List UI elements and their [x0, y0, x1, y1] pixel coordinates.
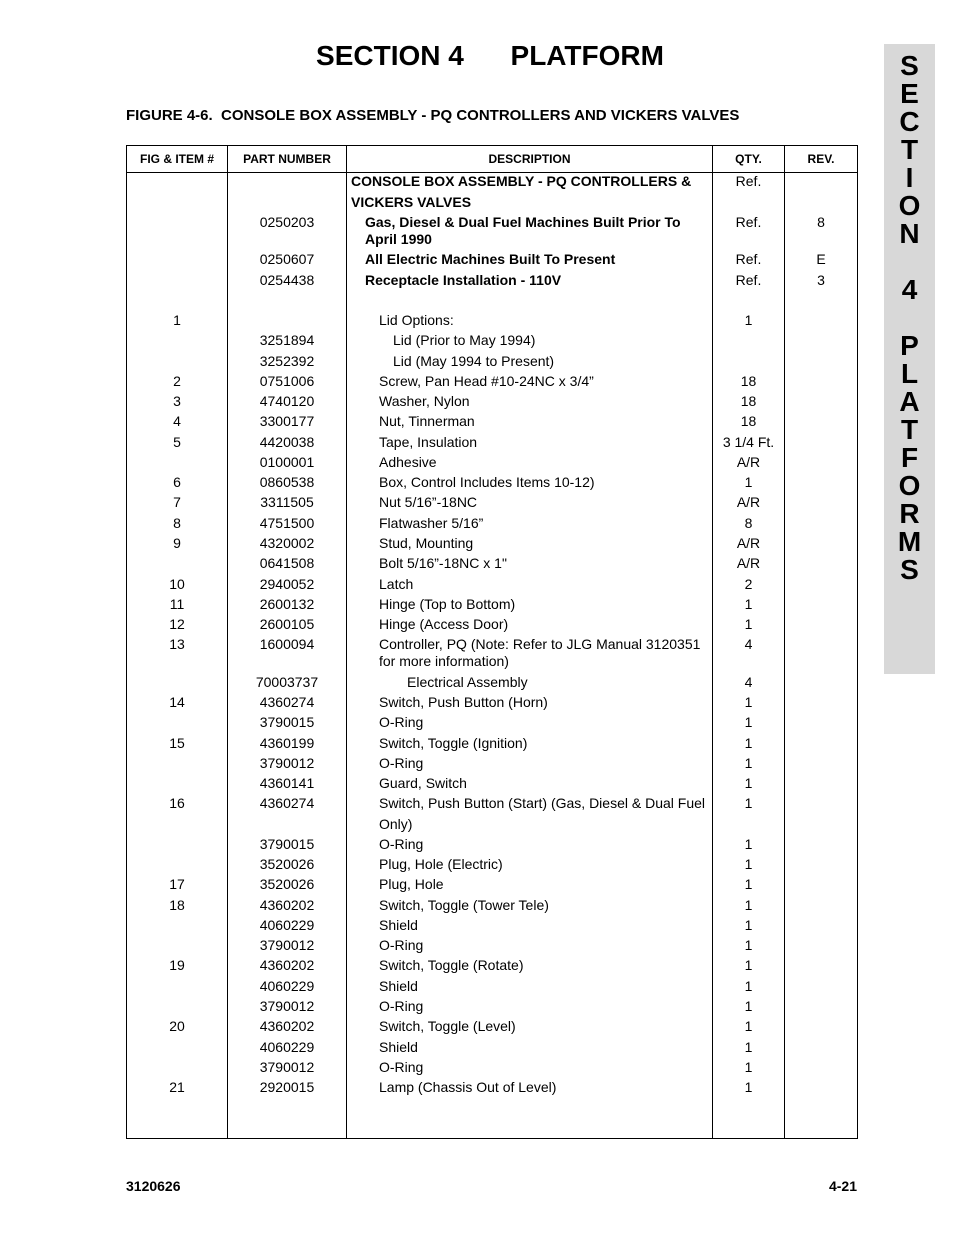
qty-cell: 1	[744, 897, 753, 913]
part-number-cell: 3790012	[259, 998, 315, 1014]
fig-item-cell: 10	[169, 576, 185, 592]
part-number-cell: 0860538	[259, 474, 315, 490]
part-number-cell: 3300177	[259, 413, 315, 429]
description-cell: All Electric Machines Built To Present	[365, 251, 616, 267]
qty-cell: 1	[744, 1039, 753, 1055]
side-tab-letter: 4	[901, 274, 918, 305]
fig-item-cell: 7	[173, 494, 181, 510]
part-number-cell: 4360202	[259, 1018, 315, 1034]
description-cell: for more information)	[379, 653, 509, 669]
qty-cell: 1	[744, 735, 753, 751]
description-cell: Tape, Insulation	[379, 434, 478, 450]
side-tab-letter: F	[900, 442, 919, 473]
fig-item-cell: 1	[173, 312, 181, 328]
side-tab-letter: T	[900, 414, 919, 445]
description-cell: Lid (Prior to May 1994)	[393, 332, 536, 348]
qty-cell: 1	[744, 836, 753, 852]
qty-cell: 1	[744, 1079, 753, 1095]
qty-cell: Ref.	[735, 214, 762, 230]
qty-cell: 18	[740, 393, 757, 409]
rev-cell: E	[816, 251, 826, 267]
fig-item-cell: 20	[169, 1018, 185, 1034]
parts-table	[126, 145, 858, 1139]
side-tab-letter: O	[898, 470, 921, 501]
fig-item-cell: 3	[173, 393, 181, 409]
part-number-cell: 0250203	[259, 214, 315, 230]
column-divider	[784, 146, 785, 1138]
qty-cell: 1	[744, 795, 753, 811]
qty-cell: A/R	[736, 454, 761, 470]
part-number-cell: 3252392	[259, 353, 315, 369]
qty-cell: 1	[744, 596, 753, 612]
page-title: SECTION 4 PLATFORM	[316, 40, 664, 71]
part-number-cell: 4360274	[259, 795, 315, 811]
qty-cell: Ref.	[735, 173, 762, 189]
description-cell: Nut 5/16”-18NC	[379, 494, 478, 510]
qty-cell: 1	[744, 474, 753, 490]
part-number-cell: 2940052	[259, 576, 315, 592]
part-number-cell: 3790015	[259, 836, 315, 852]
description-cell: O-Ring	[379, 998, 424, 1014]
qty-cell: 1	[744, 312, 753, 328]
description-cell: Gas, Diesel & Dual Fuel Machines Built Prior To	[365, 214, 681, 230]
description-cell: Lid Options:	[379, 312, 454, 328]
part-number-cell: 4060229	[259, 978, 315, 994]
qty-cell: A/R	[736, 535, 761, 551]
description-cell: Shield	[379, 917, 418, 933]
part-number-cell: 0254438	[259, 272, 315, 288]
description-cell: VICKERS VALVES	[351, 194, 472, 210]
description-cell: Shield	[379, 1039, 418, 1055]
qty-cell: 1	[744, 714, 753, 730]
description-cell: Latch	[379, 576, 414, 592]
fig-item-cell: 5	[173, 434, 181, 450]
part-number-cell: 3790012	[259, 937, 315, 953]
description-cell: Switch, Push Button (Horn)	[379, 694, 548, 710]
part-number-cell: 3790012	[259, 1059, 315, 1075]
description-cell: O-Ring	[379, 836, 424, 852]
qty-cell: 4	[744, 636, 753, 652]
side-tab-letter: S	[900, 50, 919, 81]
description-cell: CONSOLE BOX ASSEMBLY - PQ CONTROLLERS &	[351, 173, 692, 189]
part-number-cell: 4740120	[259, 393, 315, 409]
part-number-cell: 0751006	[259, 373, 315, 389]
side-tab-letter: M	[897, 526, 922, 557]
fig-item-cell: 14	[169, 694, 185, 710]
description-cell: April 1990	[365, 231, 432, 247]
part-number-cell: 0641508	[259, 555, 315, 571]
side-tab-letter: P	[900, 330, 919, 361]
fig-item-cell: 21	[169, 1079, 185, 1095]
header-rev: REV.	[807, 152, 835, 166]
fig-item-cell: 2	[173, 373, 181, 389]
side-tab-letter: T	[900, 134, 919, 165]
part-number-cell: 4060229	[259, 1039, 315, 1055]
qty-cell: Ref.	[735, 272, 762, 288]
part-number-cell: 2600105	[259, 616, 315, 632]
side-tab-letter: R	[899, 498, 920, 529]
description-cell: Screw, Pan Head #10-24NC x 3/4”	[379, 373, 594, 389]
rev-cell: 3	[817, 272, 825, 288]
description-cell: Switch, Toggle (Ignition)	[379, 735, 528, 751]
qty-cell: 1	[744, 917, 753, 933]
description-cell: Electrical Assembly	[407, 674, 528, 690]
fig-item-cell: 8	[173, 515, 181, 531]
column-divider	[346, 146, 347, 1138]
side-tab-letter: E	[900, 78, 919, 109]
description-cell: Plug, Hole (Electric)	[379, 856, 503, 872]
rev-cell: 8	[817, 214, 825, 230]
description-cell: Washer, Nylon	[379, 393, 470, 409]
section-side-tab	[884, 44, 935, 674]
part-number-cell: 3520026	[259, 876, 315, 892]
fig-item-cell: 12	[169, 616, 185, 632]
qty-cell: 18	[740, 373, 757, 389]
side-tab-letter: N	[899, 218, 920, 249]
part-number-cell: 2600132	[259, 596, 315, 612]
description-cell: Guard, Switch	[379, 775, 467, 791]
description-cell: Lid (May 1994 to Present)	[393, 353, 555, 369]
qty-cell: 1	[744, 616, 753, 632]
side-tab-letter: S	[900, 554, 919, 585]
description-cell: Adhesive	[379, 454, 437, 470]
description-cell: Switch, Toggle (Rotate)	[379, 957, 524, 973]
description-cell: Stud, Mounting	[379, 535, 474, 551]
qty-cell: A/R	[736, 555, 761, 571]
fig-item-cell: 4	[173, 413, 181, 429]
side-tab-letter: I	[905, 162, 914, 193]
fig-item-cell: 16	[169, 795, 185, 811]
qty-cell: 1	[744, 694, 753, 710]
qty-cell: 3 1/4 Ft.	[722, 434, 775, 450]
qty-cell: A/R	[736, 494, 761, 510]
side-tab-letter: C	[899, 106, 920, 137]
part-number-cell: 3790012	[259, 755, 315, 771]
part-number-cell: 0100001	[259, 454, 315, 470]
description-cell: Plug, Hole	[379, 876, 444, 892]
part-number-cell: 3311505	[260, 494, 314, 510]
description-cell: Flatwasher 5/16”	[379, 515, 484, 531]
side-tab-letter: O	[898, 190, 921, 221]
part-number-cell: 4420038	[259, 434, 315, 450]
description-cell: Switch, Toggle (Level)	[379, 1018, 516, 1034]
side-tab-letter: L	[900, 358, 919, 389]
description-cell: Switch, Push Button (Start) (Gas, Diesel & Dual Fuel	[379, 795, 706, 811]
description-cell: Receptacle Installation - 110V	[365, 272, 562, 288]
part-number-cell: 4751500	[259, 515, 315, 531]
part-number-cell: 70003737	[255, 674, 319, 690]
description-cell: Shield	[379, 978, 418, 994]
description-cell: Switch, Toggle (Tower Tele)	[379, 897, 549, 913]
part-number-cell: 4360274	[259, 694, 315, 710]
header-qty: QTY.	[735, 152, 762, 166]
part-number-cell: 2920015	[259, 1079, 315, 1095]
qty-cell: 18	[740, 413, 757, 429]
description-cell: Only)	[379, 816, 413, 832]
header-description: DESCRIPTION	[488, 152, 571, 166]
qty-cell: 8	[744, 515, 753, 531]
qty-cell: 1	[744, 876, 753, 892]
part-number-cell: 4320002	[259, 535, 315, 551]
part-number-cell: 4060229	[259, 917, 315, 933]
qty-cell: 1	[744, 755, 753, 771]
part-number-cell: 0250607	[259, 251, 315, 267]
description-cell: O-Ring	[379, 714, 424, 730]
part-number-cell: 1600094	[259, 636, 315, 652]
fig-item-cell: 18	[169, 897, 185, 913]
part-number-cell: 3520026	[259, 856, 315, 872]
description-cell: O-Ring	[379, 1059, 424, 1075]
qty-cell: 2	[744, 576, 753, 592]
description-cell: Hinge (Top to Bottom)	[379, 596, 516, 612]
qty-cell: 1	[744, 856, 753, 872]
description-cell: Box, Control Includes Items 10-12)	[379, 474, 595, 490]
description-cell: Controller, PQ (Note: Refer to JLG Manual 3120351	[379, 636, 701, 652]
qty-cell: 1	[744, 978, 753, 994]
fig-item-cell: 6	[173, 474, 181, 490]
part-number-cell: 3790015	[259, 714, 315, 730]
fig-item-cell: 9	[173, 535, 181, 551]
description-cell: Hinge (Access Door)	[379, 616, 509, 632]
qty-cell: 1	[744, 998, 753, 1014]
page-number: 4-21	[828, 1178, 857, 1194]
description-cell: O-Ring	[379, 937, 424, 953]
description-cell: Bolt 5/16”-18NC x 1"	[379, 555, 507, 571]
description-cell: Nut, Tinnerman	[379, 413, 475, 429]
side-tab-letter: A	[899, 386, 920, 417]
qty-cell: 1	[744, 937, 753, 953]
description-cell: O-Ring	[379, 755, 424, 771]
qty-cell: 1	[744, 957, 753, 973]
fig-item-cell: 17	[169, 876, 185, 892]
part-number-cell: 3251894	[259, 332, 315, 348]
header-part-number: PART NUMBER	[243, 152, 331, 166]
fig-item-cell: 15	[169, 735, 185, 751]
qty-cell: Ref.	[735, 251, 762, 267]
part-number-cell: 4360199	[259, 735, 315, 751]
qty-cell: 1	[744, 1018, 753, 1034]
header-fig-item: FIG & ITEM #	[139, 152, 214, 166]
description-cell: Lamp (Chassis Out of Level)	[379, 1079, 557, 1095]
qty-cell: 1	[744, 1059, 753, 1075]
figure-title: FIGURE 4-6. CONSOLE BOX ASSEMBLY - PQ CONTROLLERS AND VICKERS VALVES	[126, 107, 740, 124]
part-number-cell: 4360202	[259, 897, 315, 913]
part-number-cell: 4360202	[259, 957, 315, 973]
qty-cell: 1	[744, 775, 753, 791]
fig-item-cell: 13	[169, 636, 185, 652]
document-number: 3120626	[126, 1178, 181, 1194]
fig-item-cell: 11	[169, 596, 185, 612]
fig-item-cell: 19	[169, 957, 185, 973]
part-number-cell: 4360141	[259, 775, 315, 791]
qty-cell: 4	[744, 674, 753, 690]
